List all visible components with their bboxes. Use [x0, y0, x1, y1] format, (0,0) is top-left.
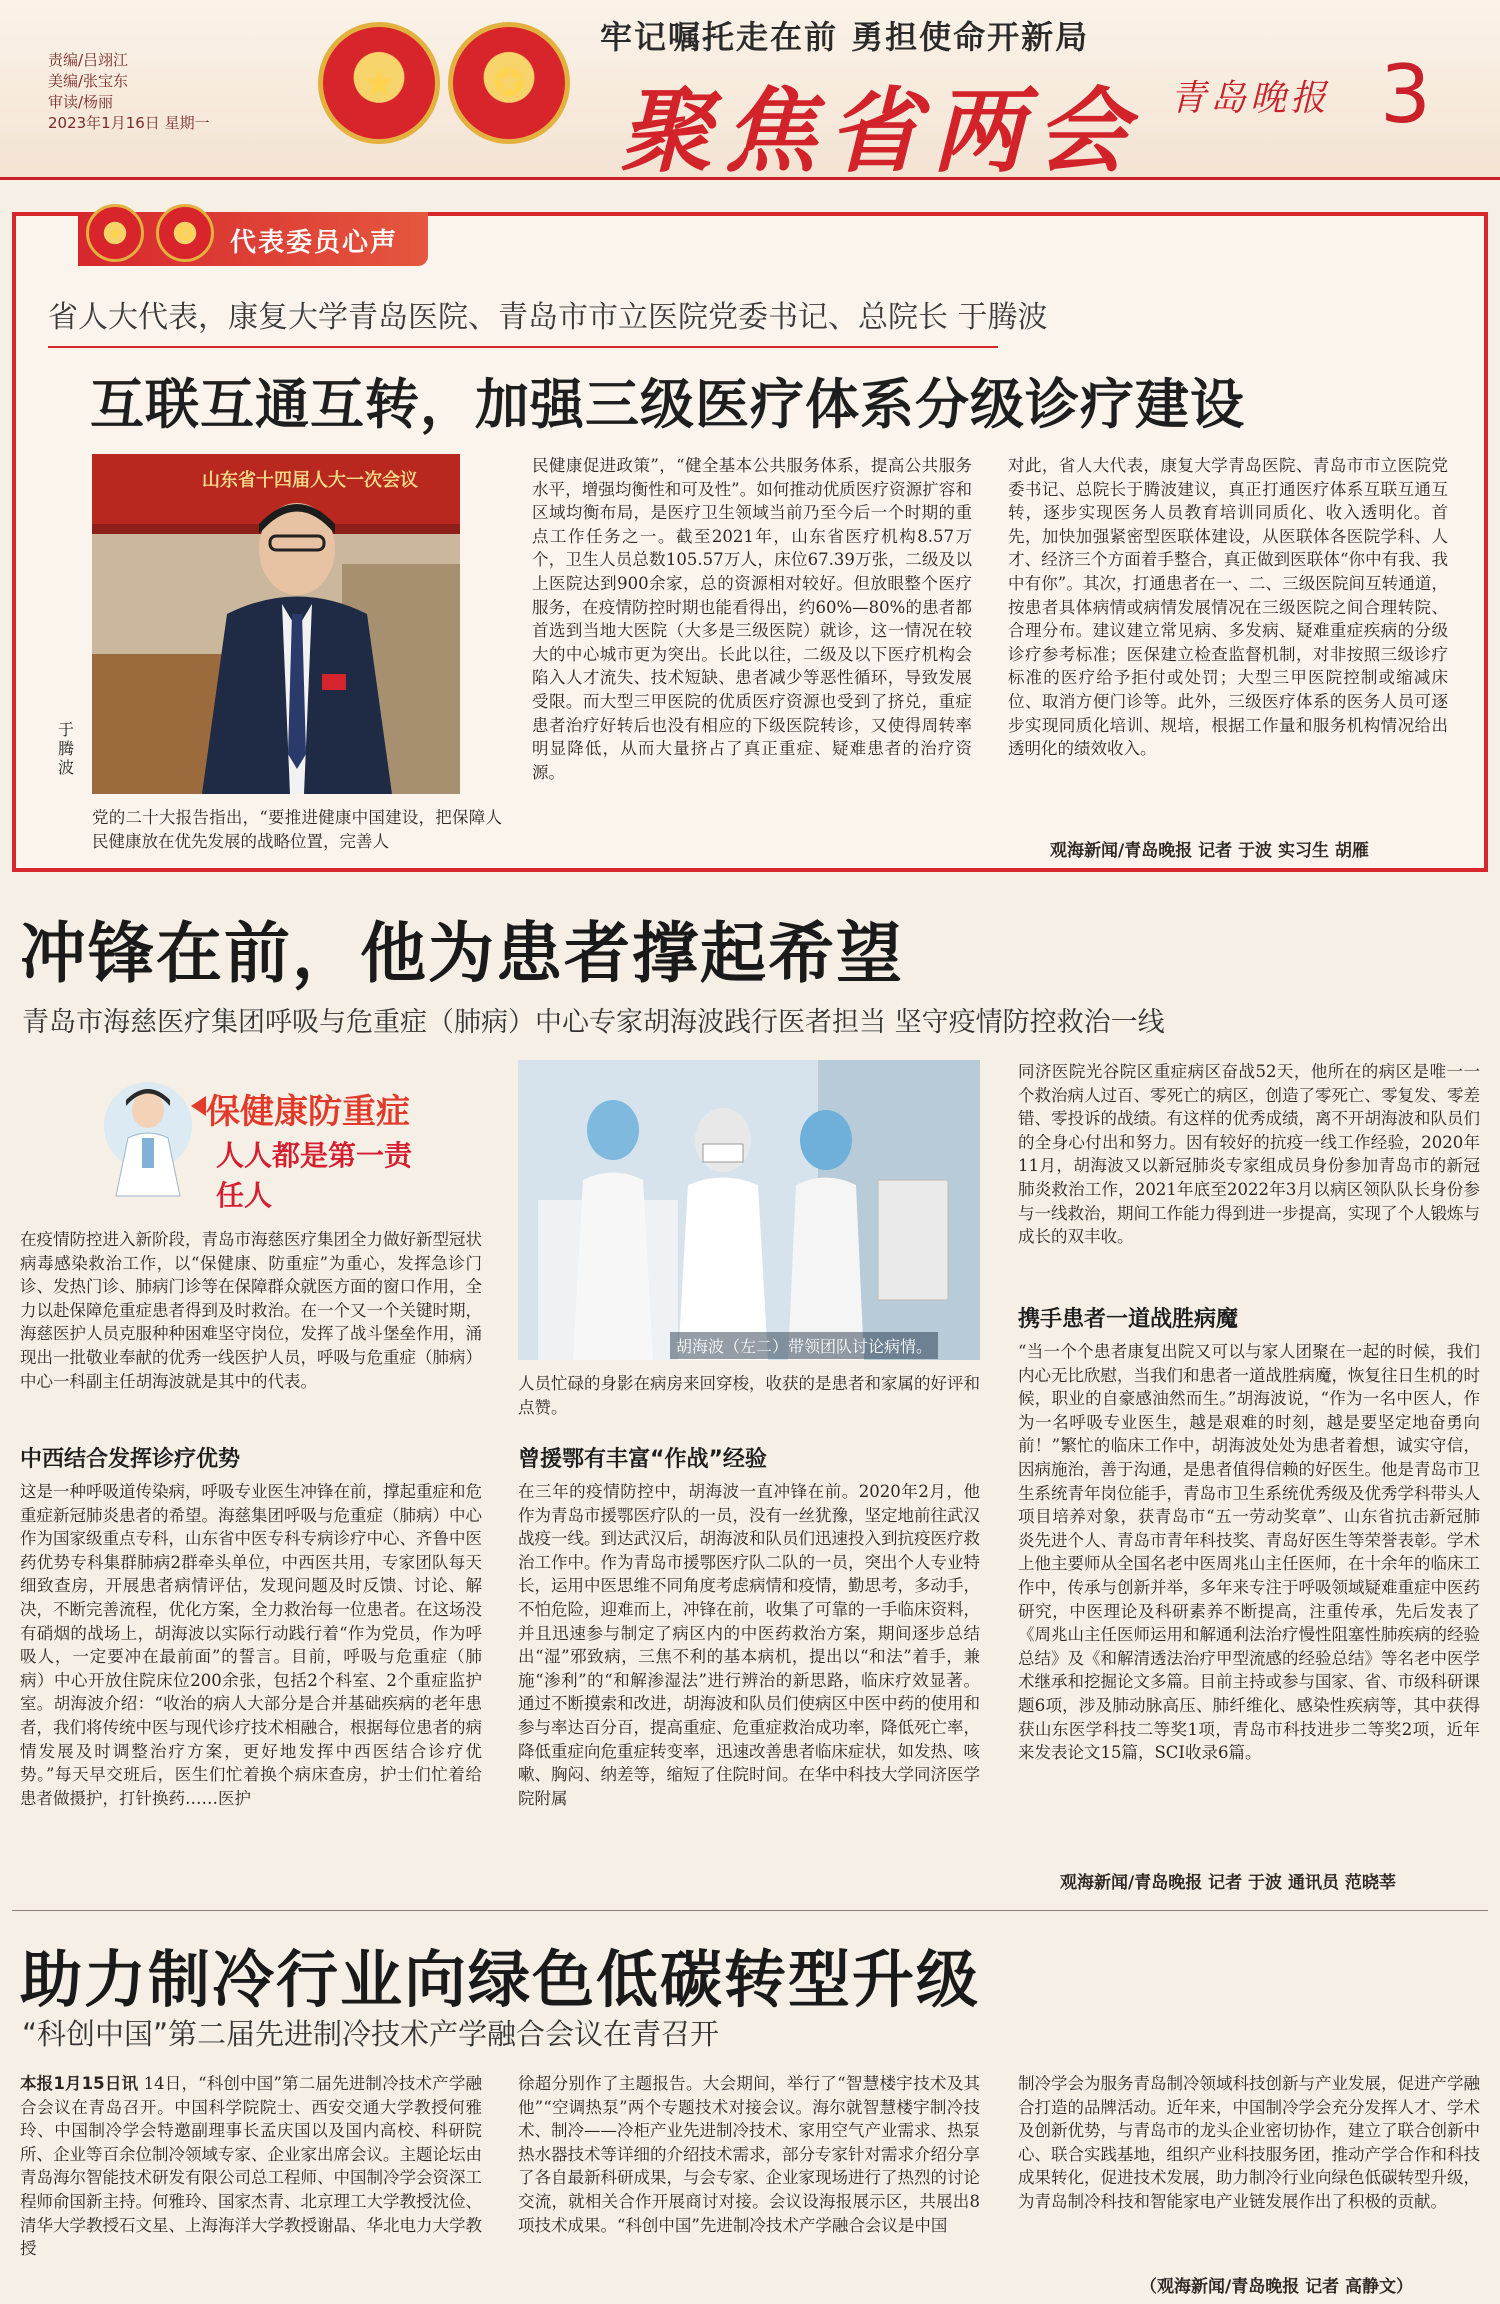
headline: 互联互通互转，加强三级医疗体系分级诊疗建设 — [90, 373, 1245, 436]
article-column-1 — [20, 2072, 482, 2297]
article-column-2: 民健康促进政策”，“健全基本公共服务体系，提高公共服务水平，增强均衡性和可及性”。如何推动优质医疗资源扩容和区域均衡布局，是医疗卫生领域当前乃至今后一个时期的重点工作任务之一。截至2021年，山东省医疗机构8.57万个，卫生人员总数105.57万人，床位67.39万张，二级及以上医院达到900余家，总的资源相对较好。但放眼整个医疗服务，在疫情防控时期也能看得出，约60%—80%的患者都首选到当地大医院（大多是三级医院）就诊，这一情况在较大的中心城市更为突出。长此以往，二级及以下医疗机构会陷入人才流失、技术短缺、患者减少等恶性循环，导致发展受限。而大型三甲医院的优质医疗资源也受到了挤兑，重症患者治疗好转后也没有相应的下级医院转诊，又使得周转率明显降低，从而大量挤占了真正重症、疑难患者的治疗资源。 — [532, 456, 972, 782]
reporter-credit: （观海新闻/青岛晚报 记者 高静文） — [1140, 2277, 1414, 2297]
portrait-photo — [92, 454, 460, 794]
campaign-poster — [96, 1066, 426, 1216]
article-intro: 在疫情防控进入新阶段，青岛市海慈医疗集团全力做好新型冠状病毒感染救治工作，以“保健康、防重症”为重心，发挥急诊门诊、发热门诊、肺病门诊等在保障群众就医方面的窗口作用，全力以赴保障危重症患者得到及时救治。在一个又一个关键时期，海慈医护人员克服种种困难坚守岗位，发挥了战斗堡垒作用，涌现出一批敬业奉献的优秀一线医护人员，呼吸与危重症（肺病）中心一科副主任胡海波就是其中的代表。 — [20, 1230, 482, 1391]
article-column-2-top: 人员忙碌的身影在病房来回穿梭，收获的是患者和家属的好评和点赞。 — [518, 1374, 980, 1417]
portrait-illustration — [92, 454, 460, 794]
editor-line: 审读/杨丽 — [48, 93, 114, 111]
reporter-credit: 观海新闻/青岛晚报 记者 于波 实习生 胡雁 — [1050, 841, 1369, 861]
issue-date: 2023年1月16日 星期一 — [48, 114, 210, 132]
section-subhead: 曾援鄂有丰富“作战”经验 — [518, 1447, 767, 1472]
photo-caption: 于腾波 — [58, 720, 75, 777]
editor-line: 责编/吕翊江 — [48, 51, 129, 69]
lab-illustration — [518, 1060, 980, 1360]
section-subhead: 中西结合发挥诊疗优势 — [20, 1447, 241, 1472]
column-tag-label: 代表委员心声 — [230, 228, 399, 258]
article-column-2: 徐超分别作了主题报告。大会期间，举行了“智慧楼宇技术及其他”“空调热泵”两个专题技术对接会议。海尔就智慧楼宇制冷技术、制冷——冷柜产业先进制冷技术、家用空气产业需求、热泵热水器技术等详细的介绍技术需求，部分专家针对需求介绍分享了各自最新科研成果，与会专家、企业家现场进行了热烈的讨论交流，就相关合作开展商讨对接。会议设海报展示区，共展出8项技术成果。“科创中国”先进制冷技术产学融合会议是中国 — [518, 2074, 980, 2235]
poster-subtitle: 人人都是第一责任人 — [216, 1139, 413, 1212]
article-column-2: 在三年的疫情防控中，胡海波一直冲锋在前。2020年2月，他作为青岛市援鄂医疗队的一员，没有一丝犹豫，坚定地前往武汉战疫一线。到达武汉后，胡海波和队员们迅速投入到抗疫医疗救治工作中。作为青岛市援鄂医疗队二队的一员，突出个人专业特长，运用中医思维不同角度考虑病情和疫情，勤思考，多动手，不怕危险，迎难而上，冲锋在前，收集了可靠的一手临床资料，并且迅速参与制定了病区内的中医药救治方案，期间逐步总结出“湿”邪致病，三焦不利的基本病机，提出以“和法”着手，兼施“渗利”的“和解渗湿法”进行辨治的新思路，临床疗效显著。通过不断摸索和改进，胡海波和队员们使病区中医中药的使用和参与率达百分百，提高重症、危重症救治成功率，降低死亡率，降低重症向危重症转变率，迅速改善患者临床症状，如发热、咳嗽、胸闷、纳差等，缩短了住院时间。在华中科技大学同济医学院附属 — [518, 1482, 980, 1808]
poster-title: 保健康防重症 — [206, 1092, 410, 1132]
cppcc-emblem-icon: ✪ — [448, 22, 570, 144]
speaker-byline: 省人大代表，康复大学青岛医院、青岛市市立医院党委书记、总院长 于腾波 — [48, 300, 1048, 335]
page-title: 聚焦省两会 — [620, 77, 1141, 185]
article-column-3: “当一个个患者康复出院又可以与家人团聚在一起的时候，我们内心无比欣慰，当我们和患者一道战胜病魔，恢复往日生机的时候，职业的自豪感油然而生。”胡海波说，“作为一名中医人，作为一名呼吸专业医生，越是艰难的时刻，越是要坚定地奋勇向前！”繁忙的临床工作中，胡海波处处为患者着想，诚实守信，因病施治，善于沟通，是患者值得信赖的好医生。他是青岛市卫生系统青年岗位能手，青岛市卫生系统优秀级及优秀学科带头人项目培养对象，获青岛市“五一劳动奖章”、山东省抗击新冠肺炎先进个人、青岛市青年科技奖、青岛好医生等荣誉表彰。学术上他主要师从全国名老中医周兆山主任医师，在十余年的临床工作中，传承与创新并举，多年来专注于呼吸领域疑难重症中医药研究，中医理论及科研素养不断提高，注重传承，先后发表了《周兆山主任医师运用和解通利法治疗慢性阻塞性肺疾病的经验总结》及《和解清透法治疗甲型流感的经验总结》等名老中医学术继承和挖掘论文多篇。目前主持或参与国家、省、市级科研课题6项，涉及肺动脉高压、肺纤维化、感染性疾病等，其中获得获山东医学科技二等奖1项，青岛市科技进步二等奖2项，近年来发表论文15篇，SCI收录6篇。 — [1018, 1342, 1480, 1763]
subheadline: “科创中国”第二届先进制冷技术产学融合会议在青召开 — [22, 2017, 720, 2051]
subheadline: 青岛市海慈医疗集团呼吸与危重症（肺病）中心专家胡海波践行医者担当 坚守疫情防控救治一线 — [22, 1007, 1165, 1038]
dateline: 本报1月15日讯 — [20, 2074, 139, 2093]
section-subhead: 携手患者一道战胜病魔 — [1018, 1307, 1239, 1332]
lab-photo — [518, 1060, 980, 1360]
slogan: 牢记嘱托走在前 勇担使命开新局 — [600, 18, 1090, 56]
reporter-credit: 观海新闻/青岛晚报 记者 于波 通讯员 范晓莘 — [1060, 1873, 1396, 1893]
article-column-3: 对此，省人大代表，康复大学青岛医院、青岛市市立医院党委书记、总院长于腾波建议，真正打通医疗体系互联互通互转，逐步实现医务人员教育培训同质化、收入透明化。首先，加快加强紧密型医联体建设，从医联体各医院学科、人才、经济三个方面着手整合，真正做到医联体“你中有我、我中有你”。其次，打通患者在一、二、三级医院间互转通道，按患者具体病情或病情发展情况在三级医院之间合理转院、合理分布。建议建立常见病、多发病、疑难重症疾病的分级诊疗参考标准；医保建立检查监督机制，对非按照三级诊疗标准的医疗给予拒付或处罚；大型三甲医院控制或缩减床位、取消方便门诊等。此外，三级医疗体系的医务人员可逐步实现同质化培训、规培，根据工作量和服务机构情况给出透明化的绩效收入。 — [1008, 456, 1448, 759]
national-emblem-icon: ★ — [318, 22, 440, 144]
meeting-banner-text: 山东省十四届人大一次会议 — [202, 470, 418, 491]
newspaper-name: 青岛晚报 — [1170, 78, 1331, 119]
page-number: 3 — [1380, 48, 1431, 141]
cppcc-emblem-icon: ✪ — [156, 204, 214, 262]
divider — [48, 346, 998, 348]
article-column-1: 党的二十大报告指出，“要推进健康中国建设，把保障人民健康放在优先发展的战略位置，完善人 — [92, 808, 502, 851]
article-column-3-top: 同济医院光谷院区重症病区奋战52天，他所在的病区是唯一一个救治病人过百、零死亡的病区，创造了零死亡、零复发、零差错、零投诉的战绩。有这样的优秀成绩，离不开胡海波和队员们的全身心付出和努力。因有较好的抗疫一线工作经验，2020年11月，胡海波又以新冠肺炎专家组成员身份参加青岛市的新冠肺炎救治工作，2021年底至2022年3月以病区领队队长身份参与一线救治，期间工作能力得到进一步提高，实现了个人锻炼与成长的双丰收。 — [1018, 1062, 1480, 1247]
article-column-3: 制冷学会为服务青岛制冷领域科技创新与产业发展，促进产学融合打造的品牌活动。近年来，中国制冷学会充分发挥人才、学术及创新优势，与青岛市的龙头企业密切协作，建立了联合创新中心、联合实践基地，组织产业科技服务团，推动产学合作和科技成果转化，促进技术发展，助力制冷行业向绿色低碳转型升级，为青岛制冷科技和智能家电产业链发展作出了积极的贡献。 — [1018, 2074, 1480, 2211]
photo-caption: 胡海波（左二）带领团队讨论病情。 — [670, 1332, 938, 1359]
editor-line: 美编/张宝东 — [48, 72, 129, 90]
national-emblem-icon: ★ — [86, 204, 144, 262]
divider — [12, 1910, 1488, 1911]
headline: 助力制冷行业向绿色低碳转型升级 — [20, 1943, 981, 2016]
article-text: 14日，“科创中国”第二届先进制冷技术产学融合会议在青岛召开。中国科学院院士、西安交通大学教授何雅玲、中国制冷学会特邀副理事长孟庆国以及国内高校、科研院所、企业等百余位制冷领域专家、企业家出席会议。主题论坛由青岛海尔智能技术研发有限公司总工程师、中国制冷学会资深工程师俞国新主持。何雅玲、国家杰青、北京理工大学教授沈俭、清华大学教授石文星、上海海洋大学教授谢晶、华北电力大学教授 — [20, 2074, 482, 2259]
editor-info — [48, 50, 210, 134]
headline: 冲锋在前，他为患者撑起希望 — [20, 915, 904, 992]
article-column-1: 这是一种呼吸道传染病，呼吸专业医生冲锋在前，撑起重症和危重症新冠肺炎患者的希望。海慈集团呼吸与危重症（肺病）中心作为国家级重点专科，山东省中医专科专病诊疗中心、齐鲁中医药优势专科集群肺病2群牵头单位，中西医共用，专家团队每天细致查房，开展患者病情评估，发现问题及时反馈、讨论、解决，不断完善流程，优化方案，全力救治每一位患者。在这场没有硝烟的战场上，胡海波以实际行动践行着“作为党员，作为呼吸人，一定要冲在最前面”的誓言。目前，呼吸与危重症（肺病）中心开放住院床位200余张，包括2个科室、2个重症监护室。胡海波介绍：“收治的病人大部分是合并基础疾病的老年患者，我们将传统中医与现代诊疗技术相融合，根据每位患者的病情发展及时调整治疗方案，更好地发挥中西医结合诊疗优势。”每天早交班后，医生们忙着换个病床查房，护士们忙着给患者做摄护，打针换药……医护 — [20, 1482, 482, 1808]
